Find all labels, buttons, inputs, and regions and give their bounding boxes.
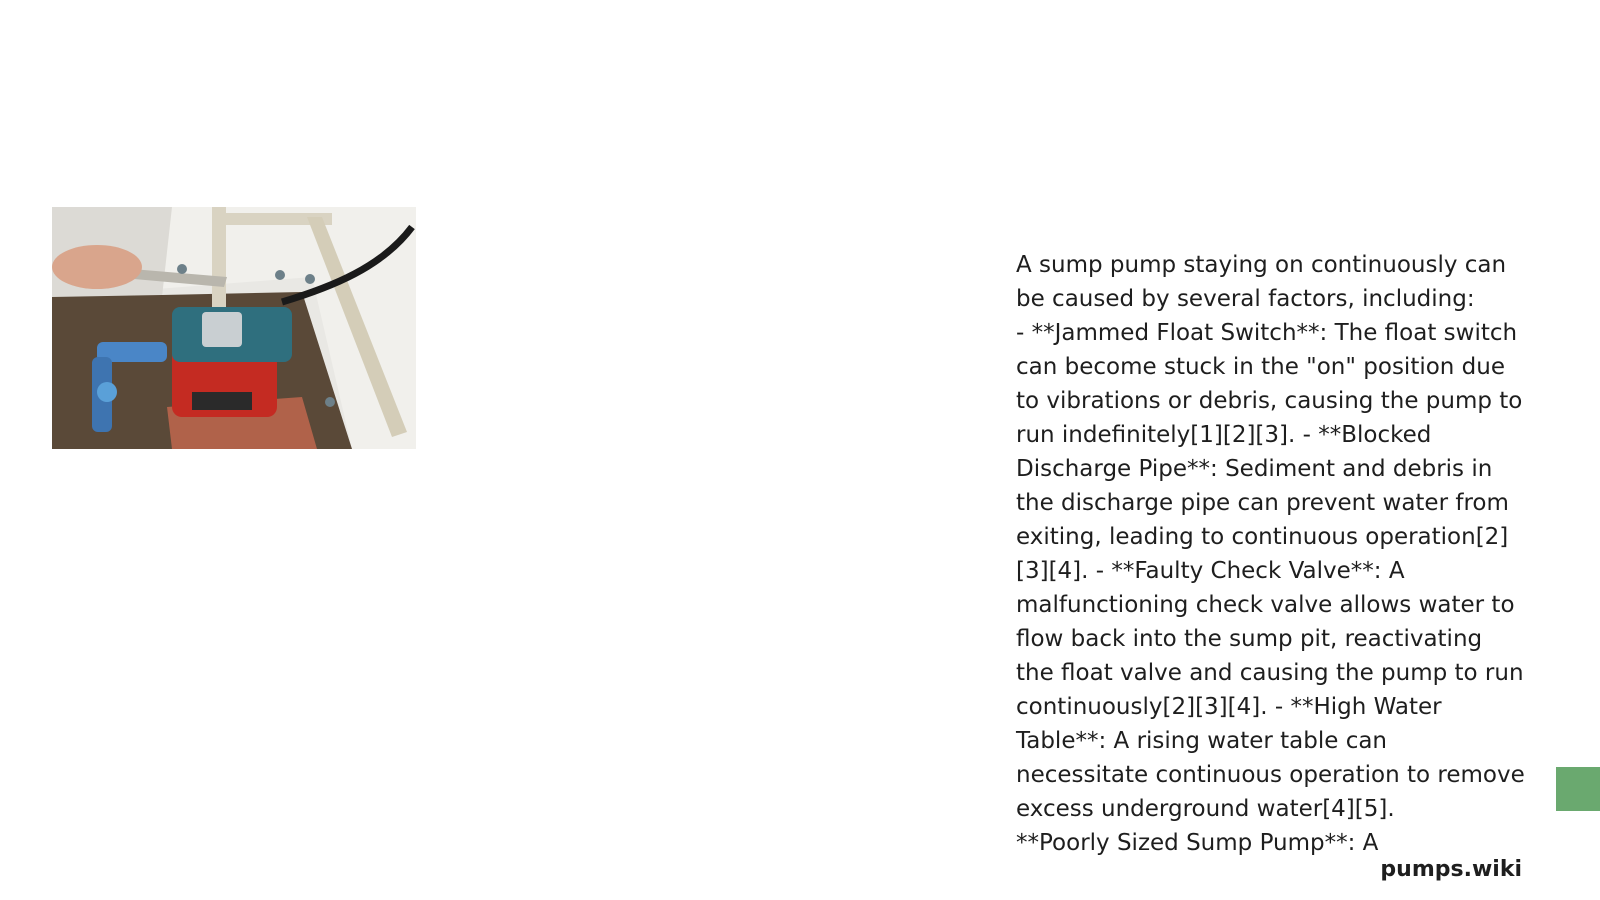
accent-square [1556, 767, 1600, 811]
intro-paragraph: A sump pump staying on continuously can be caused by several factors, including: [1016, 252, 1514, 312]
footer-brand: pumps.wiki [1380, 857, 1522, 882]
causes-list-paragraph: - **Jammed Float Switch**: The float switch can become stuck in the "on" position due to vibrations or debris, causing the pump to run indefinitely[1][2][3]. - **Blocked Discharge Pipe**: Sediment and debris in the discharge pipe can prevent water from exiting, leading to continuous operation[2][3][4]. - **Faulty Check Valve**: A malfunctioning check valve allows water to flow back into the sump pit, reactivating the float valve and causing the pump to run continuously[2][3][4]. - **High Water Table**: A rising water table can necessitate continuous operation to remove excess underground water[4][5]. [1016, 320, 1533, 822]
body-text [1016, 248, 1533, 860]
overflow-paragraph: **Poorly Sized Sump Pump**: A [1016, 830, 1379, 856]
sump-pump-photo [52, 207, 416, 449]
